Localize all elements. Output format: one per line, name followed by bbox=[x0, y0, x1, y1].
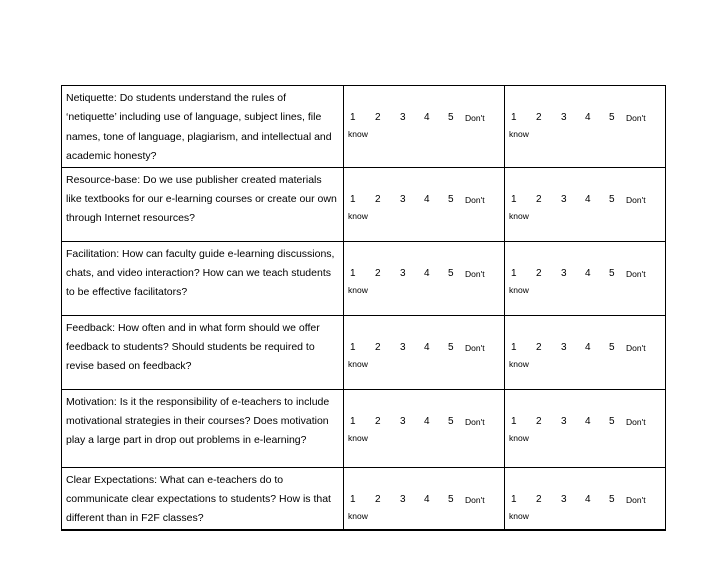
rating-options bbox=[349, 193, 500, 207]
rating-2[interactable]: 2 bbox=[375, 493, 381, 505]
rating-4[interactable]: 4 bbox=[585, 193, 591, 205]
rating-3[interactable]: 3 bbox=[400, 415, 406, 427]
rating-5[interactable]: 5 bbox=[448, 493, 454, 505]
rating-2[interactable]: 2 bbox=[536, 415, 542, 427]
table-row bbox=[62, 241, 666, 315]
question-text: Clear Expectations: What can e-teachers do to communicate clear expectations to students? How is that different than in F2F classes? bbox=[62, 467, 344, 530]
rating-5[interactable]: 5 bbox=[448, 341, 454, 353]
rating-dont-know-suffix: know bbox=[348, 284, 368, 295]
rating-5[interactable]: 5 bbox=[609, 341, 615, 353]
rating-dont-know[interactable]: Don't bbox=[465, 194, 485, 205]
rating-scale-a bbox=[344, 86, 505, 168]
rating-1[interactable]: 1 bbox=[511, 193, 517, 205]
rating-scale-b bbox=[505, 86, 666, 168]
rating-5[interactable]: 5 bbox=[609, 193, 615, 205]
rating-options bbox=[510, 493, 661, 507]
rating-3[interactable]: 3 bbox=[400, 493, 406, 505]
rating-options bbox=[349, 111, 500, 125]
rating-5[interactable]: 5 bbox=[609, 415, 615, 427]
rating-2[interactable]: 2 bbox=[375, 112, 381, 123]
rating-dont-know-suffix: know bbox=[509, 358, 529, 369]
rating-3[interactable]: 3 bbox=[561, 267, 567, 279]
rating-4[interactable]: 4 bbox=[424, 415, 430, 427]
rating-dont-know[interactable]: Don't bbox=[465, 342, 485, 353]
rating-5[interactable]: 5 bbox=[609, 112, 615, 123]
table-row bbox=[62, 167, 666, 241]
rating-2[interactable]: 2 bbox=[536, 267, 542, 279]
question-text: Netiquette: Do students understand the rules of ‘netiquette’ including use of language, subject lines, file names, tone of language, plagiarism, and intellectual and academic honesty? bbox=[62, 86, 344, 168]
rating-dont-know-suffix: know bbox=[348, 129, 368, 139]
rating-3[interactable]: 3 bbox=[561, 493, 567, 505]
rating-3[interactable]: 3 bbox=[561, 193, 567, 205]
question-text: Resource-base: Do we use publisher created materials like textbooks for our e-learning courses or create our own through Internet resources? bbox=[62, 167, 344, 241]
rating-1[interactable]: 1 bbox=[350, 415, 356, 427]
rating-4[interactable]: 4 bbox=[424, 193, 430, 205]
rating-5[interactable]: 5 bbox=[609, 267, 615, 279]
rating-dont-know[interactable]: Don't bbox=[626, 113, 646, 123]
rating-4[interactable]: 4 bbox=[585, 493, 591, 505]
rating-dont-know-suffix: know bbox=[348, 210, 368, 221]
rating-4[interactable]: 4 bbox=[424, 493, 430, 505]
rating-dont-know-suffix: know bbox=[509, 284, 529, 295]
rating-4[interactable]: 4 bbox=[585, 112, 591, 123]
rating-options bbox=[510, 267, 661, 281]
rating-options bbox=[510, 111, 661, 125]
rating-2[interactable]: 2 bbox=[375, 267, 381, 279]
rating-dont-know-suffix: know bbox=[348, 510, 368, 521]
rating-dont-know[interactable]: Don't bbox=[465, 416, 485, 427]
rating-options bbox=[349, 267, 500, 281]
rating-5[interactable]: 5 bbox=[448, 193, 454, 205]
rating-scale-b bbox=[505, 315, 666, 389]
table-row bbox=[62, 315, 666, 389]
rating-4[interactable]: 4 bbox=[585, 267, 591, 279]
rating-options bbox=[510, 341, 661, 355]
rating-dont-know[interactable]: Don't bbox=[626, 268, 646, 279]
rating-dont-know-suffix: know bbox=[509, 432, 529, 443]
rating-dont-know[interactable]: Don't bbox=[465, 113, 485, 123]
rating-1[interactable]: 1 bbox=[350, 267, 356, 279]
rating-scale-b bbox=[505, 467, 666, 530]
rating-5[interactable]: 5 bbox=[448, 267, 454, 279]
rating-1[interactable]: 1 bbox=[350, 341, 356, 353]
rating-dont-know[interactable]: Don't bbox=[626, 194, 646, 205]
rating-2[interactable]: 2 bbox=[536, 112, 542, 123]
rating-3[interactable]: 3 bbox=[561, 112, 567, 123]
rating-1[interactable]: 1 bbox=[350, 493, 356, 505]
rating-2[interactable]: 2 bbox=[375, 415, 381, 427]
survey-table bbox=[61, 85, 666, 531]
rating-options bbox=[349, 341, 500, 355]
question-text: Feedback: How often and in what form should we offer feedback to students? Should students be required to revise based on feedback? bbox=[62, 315, 344, 389]
rating-dont-know[interactable]: Don't bbox=[465, 268, 485, 279]
rating-3[interactable]: 3 bbox=[561, 341, 567, 353]
rating-options bbox=[510, 415, 661, 429]
rating-4[interactable]: 4 bbox=[424, 341, 430, 353]
table-row bbox=[62, 389, 666, 467]
rating-scale-b bbox=[505, 389, 666, 467]
rating-scale-b bbox=[505, 241, 666, 315]
rating-dont-know-suffix: know bbox=[509, 510, 529, 521]
rating-5[interactable]: 5 bbox=[448, 415, 454, 427]
question-text: Motivation: Is it the responsibility of e-teachers to include motivational strategies in their courses? Does motivation play a large part in drop out problems in e-learning? bbox=[62, 389, 344, 467]
rating-2[interactable]: 2 bbox=[375, 341, 381, 353]
rating-scale-b bbox=[505, 167, 666, 241]
rating-dont-know-suffix: know bbox=[348, 358, 368, 369]
rating-3[interactable]: 3 bbox=[400, 267, 406, 279]
rating-dont-know-suffix: know bbox=[348, 432, 368, 443]
rating-dont-know-suffix: know bbox=[509, 129, 529, 139]
rating-2[interactable]: 2 bbox=[536, 193, 542, 205]
rating-2[interactable]: 2 bbox=[375, 193, 381, 205]
rating-1[interactable]: 1 bbox=[511, 267, 517, 279]
rating-dont-know[interactable]: Don't bbox=[626, 342, 646, 353]
rating-dont-know-suffix: know bbox=[509, 210, 529, 221]
rating-1[interactable]: 1 bbox=[511, 493, 517, 505]
rating-3[interactable]: 3 bbox=[561, 415, 567, 427]
rating-4[interactable]: 4 bbox=[585, 415, 591, 427]
rating-scale-a bbox=[344, 241, 505, 315]
rating-options bbox=[349, 493, 500, 507]
rating-scale-a bbox=[344, 315, 505, 389]
rating-dont-know[interactable]: Don't bbox=[626, 494, 646, 505]
rating-3[interactable]: 3 bbox=[400, 193, 406, 205]
rating-3[interactable]: 3 bbox=[400, 112, 406, 123]
rating-1[interactable]: 1 bbox=[350, 193, 356, 205]
question-text: Facilitation: How can faculty guide e-learning discussions, chats, and video interaction? How can we teach students to be effective facilitators? bbox=[62, 241, 344, 315]
rating-2[interactable]: 2 bbox=[536, 493, 542, 505]
rating-scale-a bbox=[344, 389, 505, 467]
rating-scale-a bbox=[344, 167, 505, 241]
rating-4[interactable]: 4 bbox=[424, 267, 430, 279]
rating-4[interactable]: 4 bbox=[585, 341, 591, 353]
rating-dont-know[interactable]: Don't bbox=[626, 416, 646, 427]
rating-5[interactable]: 5 bbox=[609, 493, 615, 505]
table-row bbox=[62, 467, 666, 530]
rating-3[interactable]: 3 bbox=[400, 341, 406, 353]
table-row bbox=[62, 86, 666, 168]
rating-2[interactable]: 2 bbox=[536, 341, 542, 353]
rating-dont-know[interactable]: Don't bbox=[465, 494, 485, 505]
rating-4[interactable]: 4 bbox=[424, 112, 430, 123]
rating-1[interactable]: 1 bbox=[511, 415, 517, 427]
rating-scale-a bbox=[344, 467, 505, 530]
rating-options bbox=[510, 193, 661, 207]
rating-1[interactable]: 1 bbox=[511, 112, 517, 123]
rating-5[interactable]: 5 bbox=[448, 112, 454, 123]
rating-1[interactable]: 1 bbox=[350, 112, 356, 123]
rating-options bbox=[349, 415, 500, 429]
rating-1[interactable]: 1 bbox=[511, 341, 517, 353]
